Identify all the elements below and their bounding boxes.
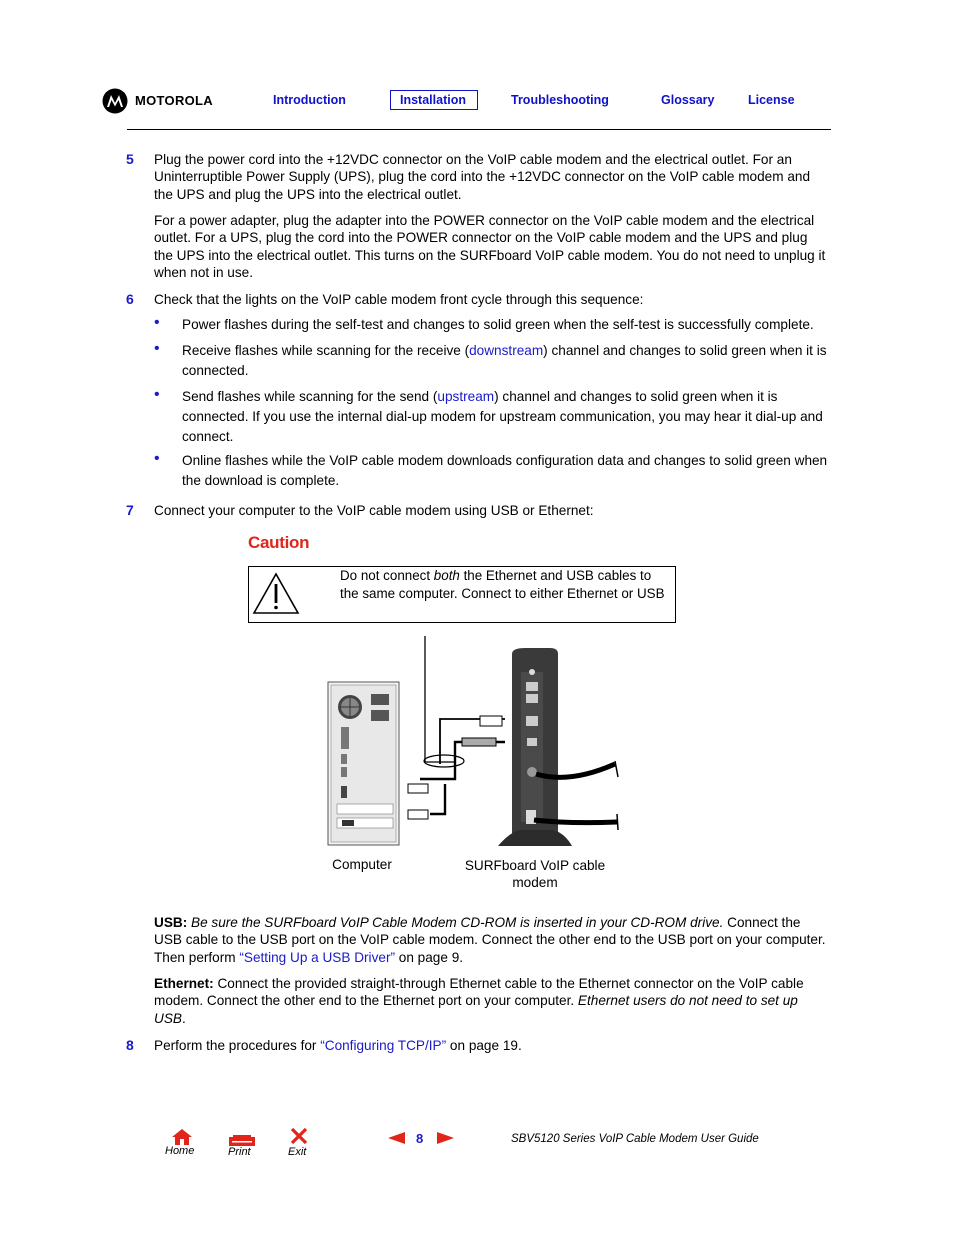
- nav-introduction[interactable]: Introduction: [273, 93, 346, 107]
- computer-caption: Computer: [332, 857, 392, 872]
- caution-text-post: the Ethernet and USB cables to the same computer. Connect to either Ethernet or USB: [340, 568, 665, 601]
- nav-troubleshooting[interactable]: Troubleshooting: [511, 93, 609, 107]
- previous-page-arrow-icon[interactable]: [388, 1132, 406, 1144]
- step-5-paragraph-2: For a power adapter, plug the adapter into the POWER connector on the VoIP cable modem and the electrical outlet. For a UPS, plug the cord into the POWER connector on the VoIP cable modem and the UPS and plug the UPS into the electrical outlet. This turns on the SURFboard VoIP cable modem. You do not need to unplug it when not in use.: [154, 213, 826, 280]
- usb-italic: Be sure the SURFboard VoIP Cable Modem CD-ROM is inserted in your CD-ROM drive.: [187, 915, 724, 930]
- ethernet-paragraph: [154, 975, 830, 1027]
- bullet-send-pre: Send flashes while scanning for the send (: [182, 389, 438, 404]
- usb-label: USB:: [154, 915, 188, 930]
- modem-caption: SURFboard VoIP cable modem: [464, 858, 606, 890]
- upstream-link[interactable]: upstream: [437, 389, 495, 404]
- print-label: Print: [228, 1146, 251, 1158]
- bullet-icon: •: [154, 314, 160, 331]
- ethernet-text: Connect the provided straight-through Ethernet cable to the Ethernet connector on the VoIP cable modem. Connect the other end to the Ethernet port on your computer.: [154, 976, 804, 1009]
- guide-title: SBV5120 Series VoIP Cable Modem User Guide: [511, 1133, 759, 1145]
- exit-x-icon: [290, 1128, 308, 1144]
- usb-driver-link[interactable]: “Setting Up a USB Driver”: [239, 949, 395, 965]
- header-rule: [127, 129, 831, 130]
- motorola-logo: [102, 88, 232, 114]
- warning-triangle-icon: [252, 572, 300, 615]
- step-number-8: 8: [126, 1037, 134, 1053]
- motorola-batwing-icon: [102, 88, 128, 114]
- step-number-7: 7: [126, 502, 134, 518]
- step-7-intro: Connect your computer to the VoIP cable modem using USB or Ethernet:: [154, 503, 594, 518]
- caution-text-emphasis: both: [433, 568, 460, 583]
- logo-wordmark: MOTOROLA: [135, 93, 213, 108]
- bullet-power: Power flashes during the self-test and changes to solid green when the self-test is successfully complete.: [182, 317, 814, 332]
- connection-diagram: [320, 634, 630, 849]
- caution-heading: Caution: [248, 533, 310, 552]
- bullet-online: Online flashes while the VoIP cable modem downloads configuration data and changes to solid green when the download is complete.: [182, 453, 828, 488]
- print-button[interactable]: [226, 1130, 260, 1162]
- nav-installation[interactable]: Installation: [390, 90, 478, 110]
- step-8-text: [154, 1037, 830, 1054]
- usb-text: Connect the USB cable to the USB port on the VoIP cable modem. Connect the other end to the USB port on your computer. Then perform: [154, 915, 826, 965]
- bullet-receive-post: ) channel and changes to solid green when it is connected.: [182, 343, 827, 378]
- caution-text-pre: Do not connect: [340, 568, 434, 583]
- modem-unit: [498, 648, 572, 846]
- exit-label: Exit: [288, 1146, 307, 1158]
- bullet-receive: [182, 341, 832, 381]
- ethernet-italic: Ethernet users do not need to set up USB: [154, 993, 798, 1026]
- step-number-6: 6: [126, 291, 134, 307]
- usb-post: on page 9.: [395, 949, 464, 965]
- step-number-5: 5: [126, 151, 134, 167]
- ethernet-post: .: [181, 1010, 186, 1026]
- bullet-send: [182, 387, 832, 447]
- computer-tower: [328, 682, 399, 845]
- usb-paragraph: [154, 914, 830, 966]
- step-8-post: on page 19.: [446, 1038, 522, 1053]
- step-5-paragraph-1: Plug the power cord into the +12VDC connector on the VoIP cable modem and the electrical outlet. For an Uninterruptible Power Supply (UPS), plug the cord into the +12VDC connector on the VoIP cable modem and the UPS and plug the UPS into the electrical outlet.: [154, 152, 811, 202]
- caution-text: [340, 567, 670, 603]
- step-8-pre: Perform the procedures for: [154, 1038, 321, 1053]
- home-icon: [171, 1128, 193, 1146]
- ethernet-label: Ethernet:: [154, 976, 214, 991]
- home-label: Home: [165, 1145, 195, 1157]
- bullet-icon: •: [154, 340, 160, 357]
- next-page-arrow-icon[interactable]: [436, 1132, 454, 1144]
- bullet-receive-pre: Receive flashes while scanning for the receive (: [182, 343, 470, 358]
- downstream-link[interactable]: downstream: [469, 343, 544, 358]
- page-number: 8: [416, 1131, 424, 1146]
- home-button[interactable]: [164, 1128, 200, 1162]
- step-6-intro: Check that the lights on the VoIP cable modem front cycle through this sequence:: [154, 292, 644, 307]
- bullet-icon: •: [154, 450, 160, 467]
- configuring-tcpip-link[interactable]: “Configuring TCP/IP”: [320, 1038, 447, 1053]
- bullet-send-post: ) channel and changes to solid green when it is connected. If you use the internal dial-up modem for upstream communication, you may hear it dial-up and connect.: [182, 389, 823, 444]
- exit-button[interactable]: [286, 1126, 316, 1162]
- nav-glossary[interactable]: Glossary: [661, 93, 715, 107]
- nav-license[interactable]: License: [748, 93, 795, 107]
- bullet-icon: •: [154, 386, 160, 403]
